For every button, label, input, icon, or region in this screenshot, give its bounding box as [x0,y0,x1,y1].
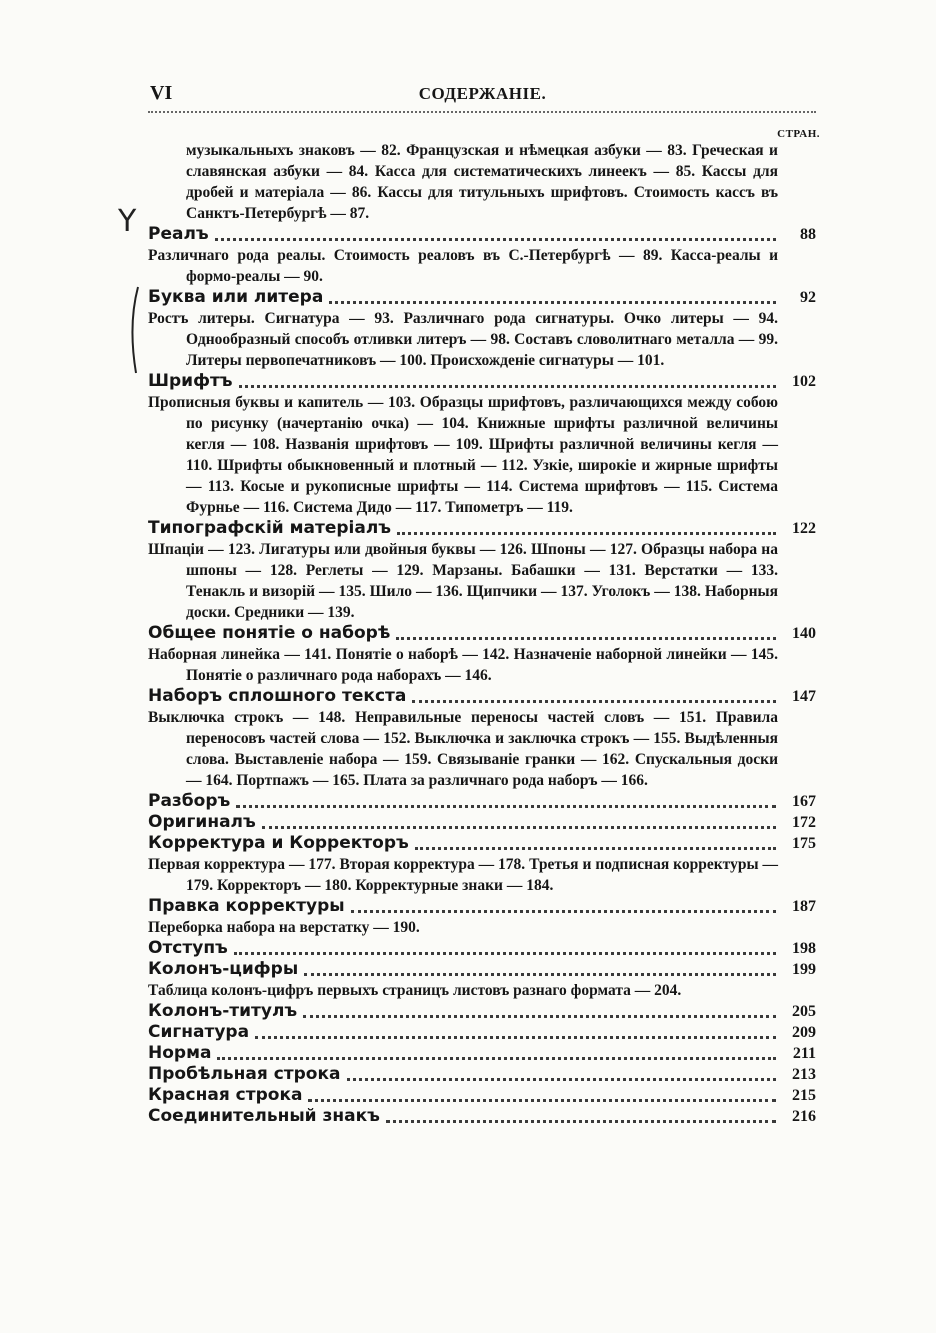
toc-entry-title-row [148,371,816,392]
toc-entry-title: Красная строка [148,1085,303,1105]
toc-entry-title-row [148,938,816,959]
dot-leader [347,1078,777,1081]
toc-entry-title: Реалъ [148,224,209,244]
toc-entry-page: 167 [792,793,816,810]
toc-entry-description: Ростъ литеры. Сигнатура — 93. Различнаго рода сигнатуры. Очко литеры — 94. Однообразный способъ отливки литеръ — 98. Составъ словолитнаго металла — 99. Литеры первопечатниковъ — 100. Происхожденіе сигнатуры — 101. [148,310,778,369]
toc-entry-page: 213 [792,1066,816,1083]
dot-leader [304,973,776,976]
dot-leader [397,532,776,535]
toc-entry [148,1022,816,1043]
toc-entry-description: Прописныя буквы и капитель — 103. Образцы шрифтовъ, различающихся между собою по рисунку (начертанію очка) — 104. Книжные шрифты различной величины кегля — 108. Названія шрифтовъ — 109. Шрифты различной величины кегля — 110. Шрифты обыкновенный и плотный — 112. Узкіе, широкіе и жирные шрифты — 113. Косые и рукописные шрифты — 114. Система шрифтовъ — 115. Система Фурнье — 116. Система Дидо — 117. Типометръ — 119. [148,394,778,516]
dot-leader [415,847,776,850]
dot-leader [329,301,776,304]
toc-entry-page: 205 [792,1003,816,1020]
toc-entry-page: 175 [792,835,816,852]
toc-entry-title-row [148,1001,816,1022]
toc-entry [148,791,816,812]
toc-entry [148,1043,816,1064]
toc-entry [148,287,816,371]
toc-entry [148,224,816,287]
page-number: VI [150,82,173,104]
toc-entry-page: 216 [792,1108,816,1125]
toc-entry-title-row [148,812,816,833]
toc-entry [148,1106,816,1127]
toc-entry-description: Выключка строкъ — 148. Неправильные переносы частей словъ — 151. Правила переносовъ частей слова — 152. Выключка и заключка строкъ — 155. Выдѣленныя слова. Выставленіе набора — 159. Связываніе гранки — 162. Спускальныя доски — 164. Портпажъ — 165. Плата за различнаго рода наборъ — 166. [148,709,778,789]
page-column-label: СТРАН. [777,128,820,140]
table-of-contents [148,140,816,1127]
toc-entry [148,518,816,623]
toc-entry [148,686,816,791]
margin-bracket-mark [124,285,144,375]
toc-entry [148,1001,816,1022]
toc-entry [148,938,816,959]
toc-entry-page: 199 [792,961,816,978]
toc-entry-title-row [148,833,816,854]
dot-leader [386,1120,776,1123]
toc-entry-description: Первая корректура — 177. Вторая корректура — 178. Третья и подписная корректуры — 179. Корректоръ — 180. Корректурные знаки — 184. [148,856,778,894]
toc-entry-title-row [148,791,816,812]
toc-entry-title: Шрифтъ [148,371,233,391]
toc-entry-page: 122 [792,520,816,537]
toc-entry-title-row [148,1106,816,1127]
toc-entry [148,371,816,518]
toc-entry [148,833,816,896]
toc-entry-title: Разборъ [148,791,231,811]
toc-entry-title: Сигнатура [148,1022,250,1042]
toc-entry-title: Колонъ-титулъ [148,1001,298,1021]
toc-entry [148,623,816,686]
toc-entry-description: Переборка набора на верстатку — 190. [148,919,420,936]
toc-entry-page: 211 [792,1045,816,1062]
toc-entry-description: Наборная линейка — 141. Понятіе о наборѣ — 142. Назначеніе наборной линейки — 145. Понятіе о различнаго рода наборахъ — 146. [148,646,778,684]
toc-entry-title: Правка корректуры [148,896,345,916]
header-rule [148,111,816,113]
toc-entry-title: Пробѣльная строка [148,1064,341,1084]
toc-entry-title-row [148,686,816,707]
dot-leader [234,952,776,955]
toc-entry-title: Наборъ сплошного текста [148,686,407,706]
dot-leader [412,700,776,703]
toc-entry-title-row [148,224,816,245]
toc-entry-page: 215 [792,1087,816,1104]
dot-leader [239,385,776,388]
toc-entry-title: Оригиналъ [148,812,256,832]
toc-entry-description: Таблица колонъ-цифръ первыхъ страницъ листовъ разнаго формата — 204. [148,982,682,999]
toc-entry-title-row [148,1085,816,1106]
toc-entry-page: 102 [792,373,816,390]
toc-entry [148,1064,816,1085]
page-title: СОДЕРЖАНIЕ. [418,84,547,103]
toc-entry-title: Типографскій матеріалъ [148,518,392,538]
toc-entry-page: 209 [792,1024,816,1041]
dot-leader [215,238,776,241]
toc-entry-title: Норма [148,1043,212,1063]
toc-entry-title: Корректура и Корректоръ [148,833,409,853]
margin-check-mark: Y [118,204,137,239]
toc-entry-title-row [148,896,816,917]
toc-entry-title-row [148,1043,816,1064]
toc-entry-page: 88 [800,226,816,243]
toc-entry-title: Буква или литера [148,287,324,307]
dot-leader [236,805,776,808]
dot-leader [217,1057,776,1060]
dot-leader [351,910,776,913]
page-header [150,82,815,108]
toc-entry-title-row [148,287,816,308]
toc-entry-page: 92 [800,289,816,306]
toc-entry-page: 147 [792,688,816,705]
toc-entry-title-row [148,518,816,539]
toc-entry [148,812,816,833]
toc-entry-title: Колонъ-цифры [148,959,299,979]
toc-entry-page: 172 [792,814,816,831]
toc-entry-description: музыкальныхъ знаковъ — 82. Французская и нѣмецкая азбуки — 83. Греческая и славянская азбуки — 84. Касса для систематическихъ линеекъ — 85. Кассы для дробей и матеріала — 86. Кассы для титульныхъ шрифтовъ. Стоимость кассъ въ Санктъ-Петербургѣ — 87. [186,142,778,222]
dot-leader [303,1015,776,1018]
toc-entry-title-row [148,1064,816,1085]
toc-entry-description: Различнаго рода реалы. Стоимость реаловъ въ С.-Петербургѣ — 89. Касса-реалы и формо-реалы — 90. [148,247,778,285]
toc-entry-title: Общее понятіе о наборѣ [148,623,391,643]
toc-entry-page: 187 [792,898,816,915]
toc-entry-description: Шпаціи — 123. Лигатуры или двойныя буквы — 126. Шпоны — 127. Образцы набора на шпоны — 128. Реглеты — 129. Марзаны. Бабашки — 131. Верстатки — 133. Тенакль и визорій — 135. Шило — 136. Щипчики — 137. Уголокъ — 138. Наборныя доски. Средники — 139. [148,541,778,621]
dot-leader [308,1099,776,1102]
dot-leader [255,1036,776,1039]
toc-entry [148,1085,816,1106]
toc-entry-title-row [148,1022,816,1043]
dot-leader [396,637,776,640]
toc-entry-title: Соединительный знакъ [148,1106,380,1126]
toc-entry [148,140,816,224]
toc-entry-title: Отступъ [148,938,228,958]
toc-entry-title-row [148,959,816,980]
toc-entry-page: 140 [792,625,816,642]
toc-entry-page: 198 [792,940,816,957]
toc-entry-title-row [148,623,816,644]
dot-leader [262,826,776,829]
toc-entry [148,959,816,1001]
toc-entry [148,896,816,938]
